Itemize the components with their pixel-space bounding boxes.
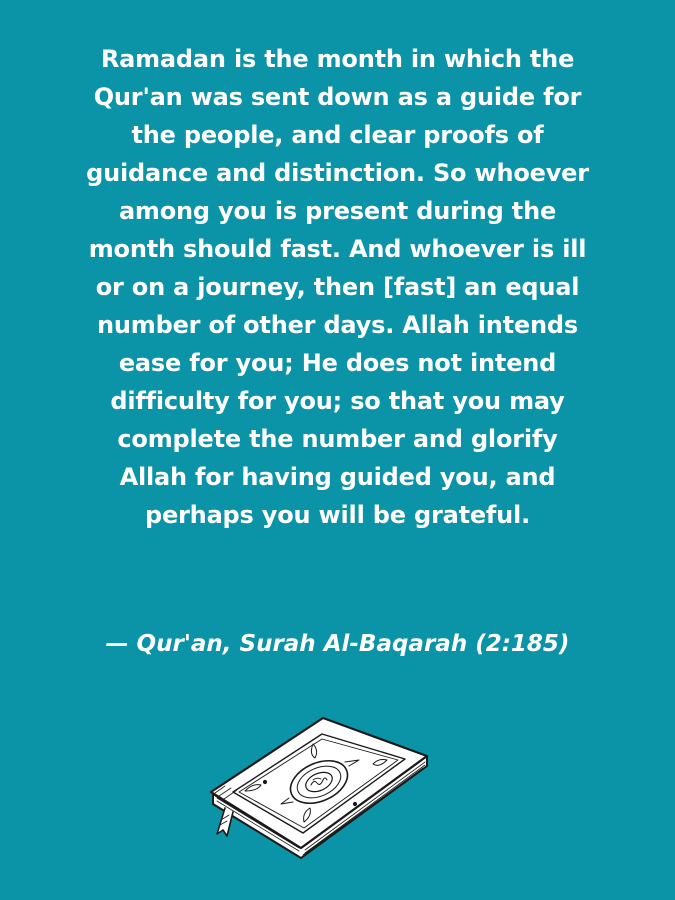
quran-book-icon	[205, 712, 430, 862]
quote-attribution: — Qur'an, Surah Al-Baqarah (2:185)	[105, 631, 570, 657]
quote-text: Ramadan is the month in which the Qur'an was sent down as a guide for the people, and clear proofs of guidance and distinction. So whoever among you is present during the month should fast. And whoever is ill or on a journey, then [fast] an equal number of other days. Allah intends ease for you; He does not intend difficulty for you; so that you may complete the number and glorify Allah for having guided you, and perhaps you will be grateful.	[86, 45, 589, 529]
